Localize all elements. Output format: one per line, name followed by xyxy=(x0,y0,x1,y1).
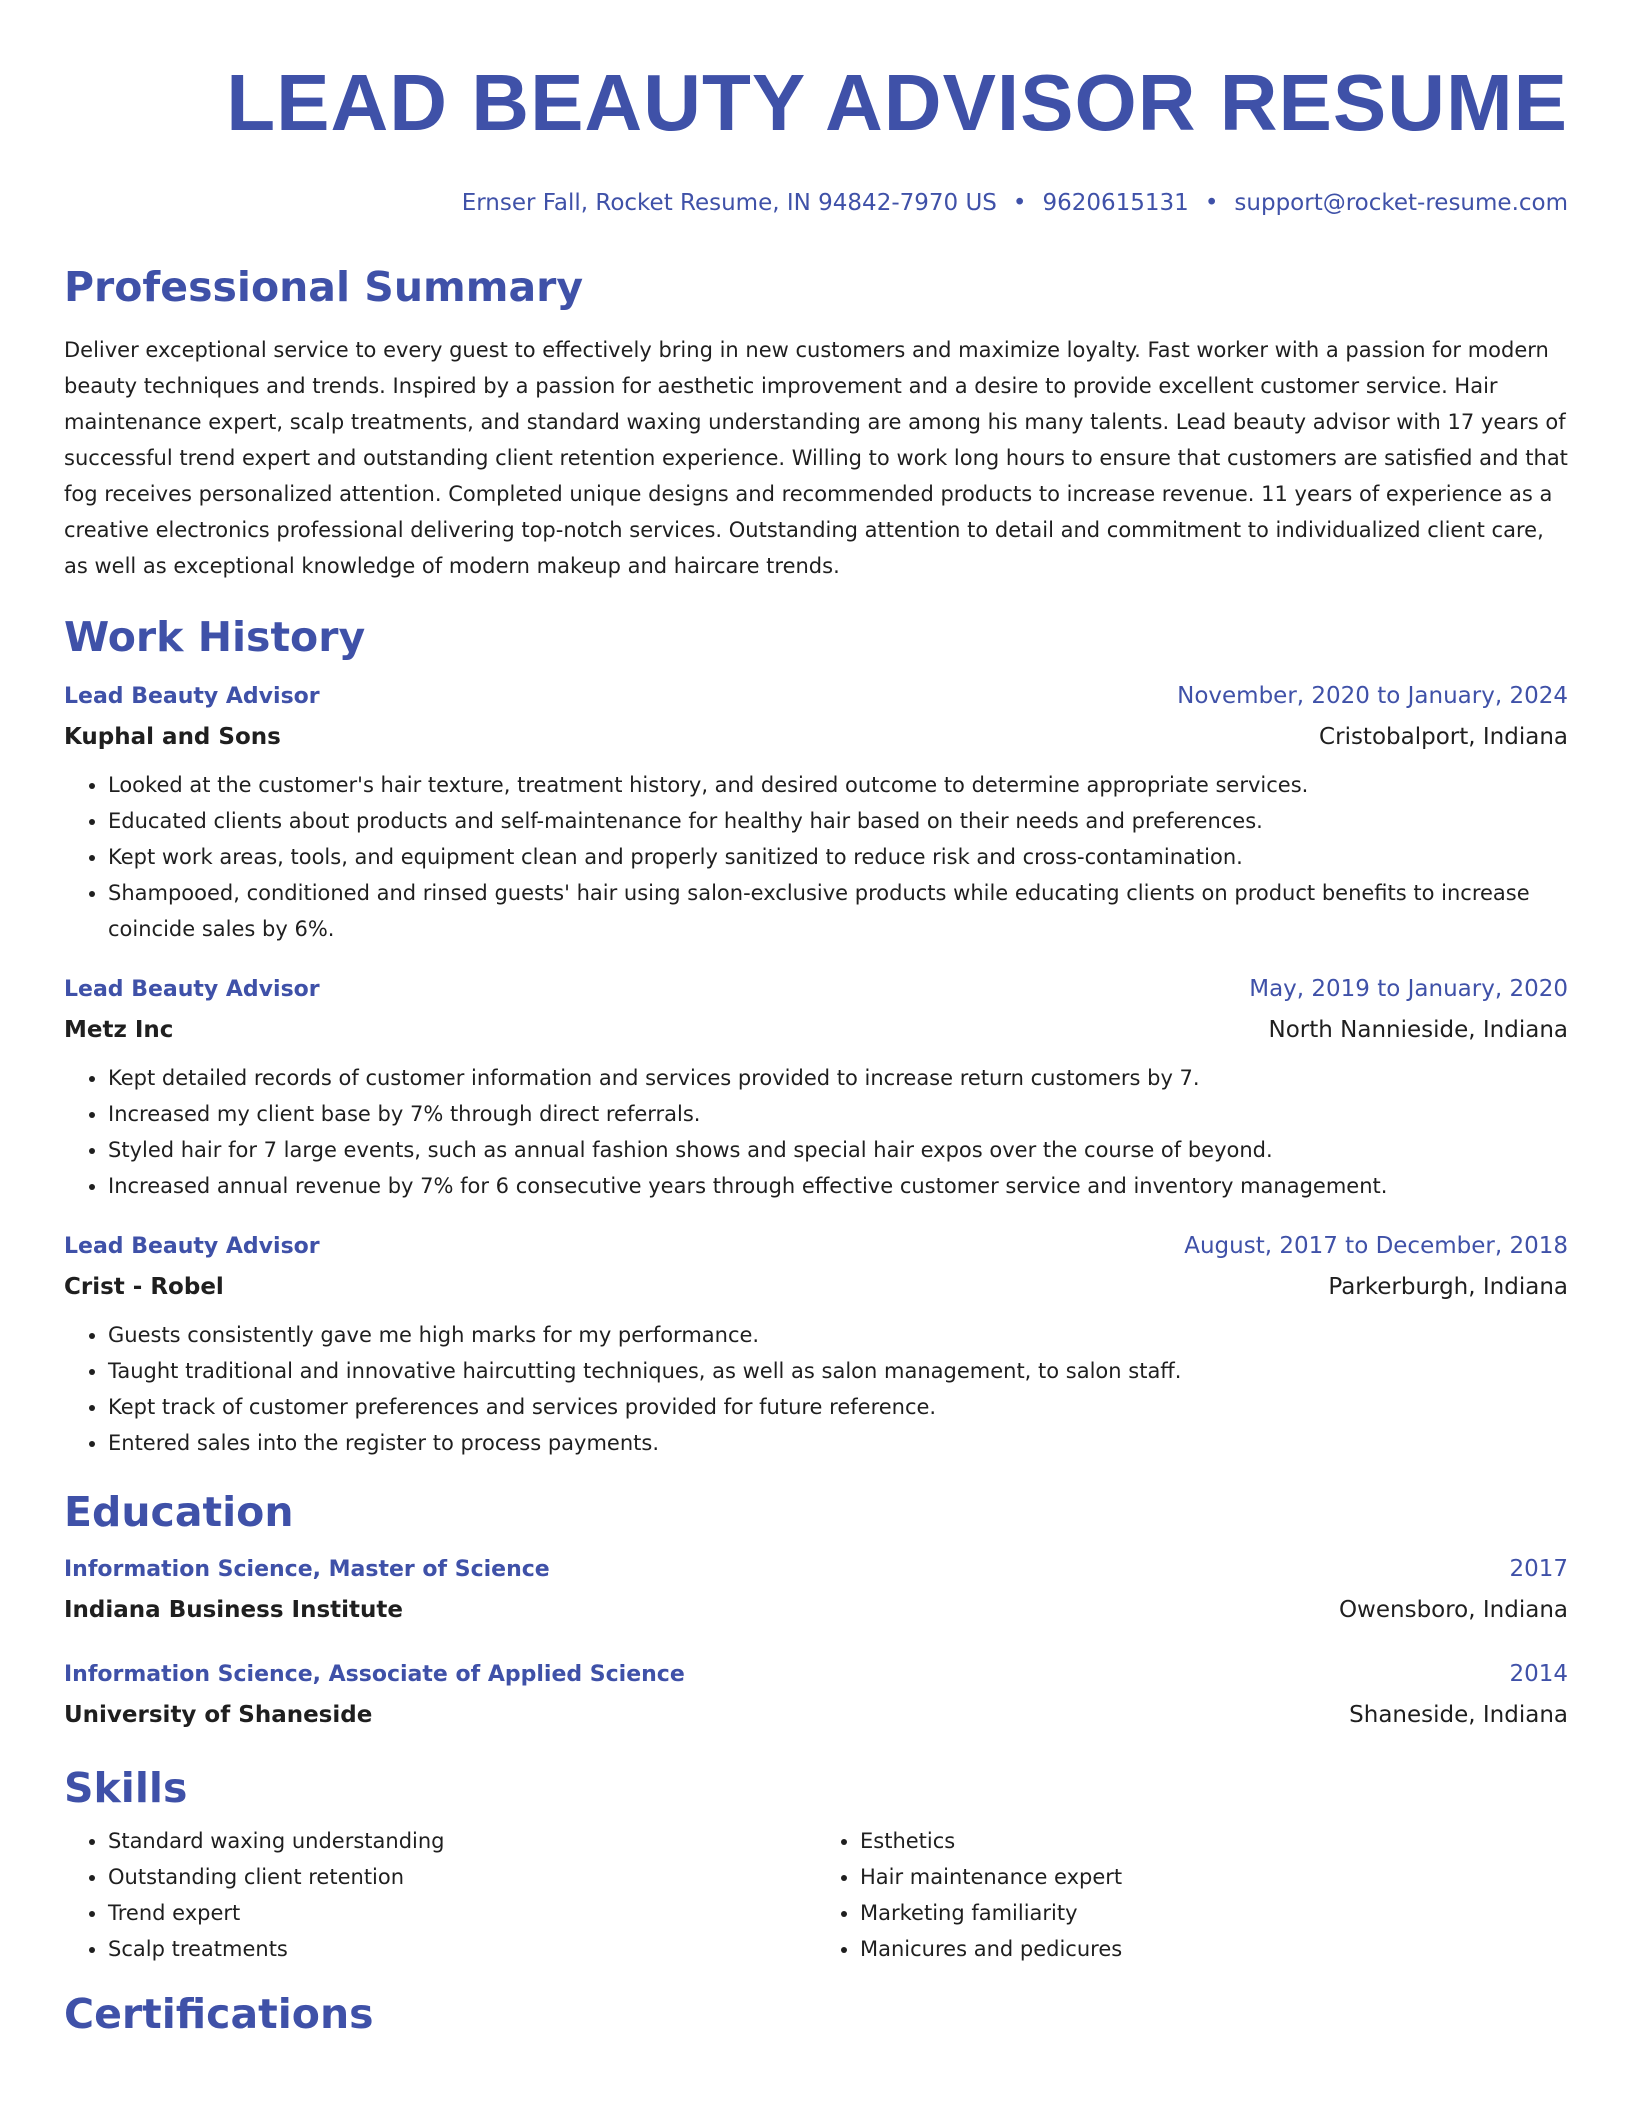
job-company: Metz Inc xyxy=(64,1017,174,1043)
list-item: • Educated clients about products and self-maintenance for healthy hair based on their needs and preferences. xyxy=(108,803,1568,839)
job-bullets xyxy=(64,1060,1568,1204)
education-heading: Education xyxy=(64,1488,294,1536)
skill-item: • Esthetics xyxy=(860,1823,1568,1859)
skill-item: • Marketing familiarity xyxy=(860,1895,1568,1931)
work-history-heading: Work History xyxy=(64,613,366,661)
job-dates: November, 2020 to January, 2024 xyxy=(1177,683,1568,709)
list-item: • Increased annual revenue by 7% for 6 consecutive years through effective customer service and inventory management. xyxy=(108,1168,1568,1204)
list-item: • Increased my client base by 7% through direct referrals. xyxy=(108,1096,1568,1132)
list-item: • Styled hair for 7 large events, such as annual fashion shows and special hair expos over the course of beyond. xyxy=(108,1132,1568,1168)
summary-heading: Professional Summary xyxy=(64,263,584,311)
skills-column-left xyxy=(64,1823,816,1967)
job-location: North Nannieside, Indiana xyxy=(1268,1017,1568,1043)
education-location: Shaneside, Indiana xyxy=(1349,1702,1568,1728)
list-item: • Shampooed, conditioned and rinsed guests' hair using salon-exclusive products while educating clients on product benefits to increase coincide sales by 6%. xyxy=(108,875,1568,947)
contact-address: Ernser Fall, Rocket Resume, IN 94842-7970 US xyxy=(461,190,997,216)
education-entry xyxy=(64,1658,1568,1733)
skill-item: • Outstanding client retention xyxy=(108,1859,816,1895)
job-dates: May, 2019 to January, 2020 xyxy=(1249,976,1568,1002)
education-school: Indiana Business Institute xyxy=(64,1597,404,1623)
list-item: • Looked at the customer's hair texture, treatment history, and desired outcome to determine appropriate services. xyxy=(108,767,1568,803)
education-degree: Information Science, Master of Science xyxy=(64,1557,550,1582)
education-degree: Information Science, Associate of Applied Science xyxy=(64,1662,685,1687)
education-year: 2017 xyxy=(1509,1556,1568,1582)
job-company: Kuphal and Sons xyxy=(64,724,281,750)
summary-text: Deliver exceptional service to every guest to effectively bring in new customers and maximize loyalty. Fast worker with a passion for modern beauty techniques and trends. Inspired by a passion for aesthetic improvement and a desire to provide excellent customer service. Hair maintenance expert, scalp treatments, and standard waxing understanding are among his many talents. Lead beauty advisor with 17 years of successful trend expert and outstanding client retention experience. Willing to work long hours to ensure that customers are satisfied and that fog receives personalized attention. Completed unique designs and recommended products to increase revenue. 11 years of experience as a creative electronics professional delivering top-notch services. Outstanding attention to detail and commitment to individualized client care, as well as exceptional knowledge of modern makeup and haircare trends. xyxy=(64,338,1568,578)
job-role: Lead Beauty Advisor xyxy=(64,1234,320,1259)
skills-list xyxy=(64,1823,1568,1967)
job-role: Lead Beauty Advisor xyxy=(64,977,320,1002)
certifications-heading: Certifications xyxy=(64,1990,374,2038)
skill-item: • Trend expert xyxy=(108,1895,816,1931)
skill-item: • Hair maintenance expert xyxy=(860,1859,1568,1895)
job-location: Cristobalport, Indiana xyxy=(1319,724,1568,750)
list-item: • Kept track of customer preferences and services provided for future reference. xyxy=(108,1389,1568,1425)
job-entry xyxy=(64,1230,1568,1461)
contact-separator: • xyxy=(1012,190,1027,216)
job-dates: August, 2017 to December, 2018 xyxy=(1184,1233,1568,1259)
list-item: • Kept detailed records of customer information and services provided to increase return customers by 7. xyxy=(108,1060,1568,1096)
job-bullets xyxy=(64,1317,1568,1461)
skill-item: • Manicures and pedicures xyxy=(860,1931,1568,1967)
list-item: • Kept work areas, tools, and equipment clean and properly sanitized to reduce risk and cross-contamination. xyxy=(108,839,1568,875)
contact-separator: • xyxy=(1204,190,1219,216)
education-year: 2014 xyxy=(1509,1661,1568,1687)
job-entry xyxy=(64,973,1568,1204)
job-entry xyxy=(64,680,1568,947)
education-entry xyxy=(64,1553,1568,1628)
job-company: Crist - Robel xyxy=(64,1274,224,1300)
education-school: University of Shaneside xyxy=(64,1702,373,1728)
contact-line xyxy=(64,188,1568,218)
resume-title: LEAD BEAUTY ADVISOR RESUME xyxy=(226,58,1568,147)
list-item: • Entered sales into the register to process payments. xyxy=(108,1425,1568,1461)
skills-heading: Skills xyxy=(64,1764,188,1812)
education-location: Owensboro, Indiana xyxy=(1338,1597,1568,1623)
list-item: • Taught traditional and innovative haircutting techniques, as well as salon management, to salon staff. xyxy=(108,1353,1568,1389)
contact-phone: 9620615131 xyxy=(1042,190,1189,216)
skill-item: • Scalp treatments xyxy=(108,1931,816,1967)
skill-item: • Standard waxing understanding xyxy=(108,1823,816,1859)
job-role: Lead Beauty Advisor xyxy=(64,684,320,709)
contact-email: support@rocket-resume.com xyxy=(1234,190,1568,216)
skills-column-right xyxy=(816,1823,1568,1967)
list-item: • Guests consistently gave me high marks for my performance. xyxy=(108,1317,1568,1353)
job-location: Parkerburgh, Indiana xyxy=(1328,1274,1568,1300)
job-bullets xyxy=(64,767,1568,947)
